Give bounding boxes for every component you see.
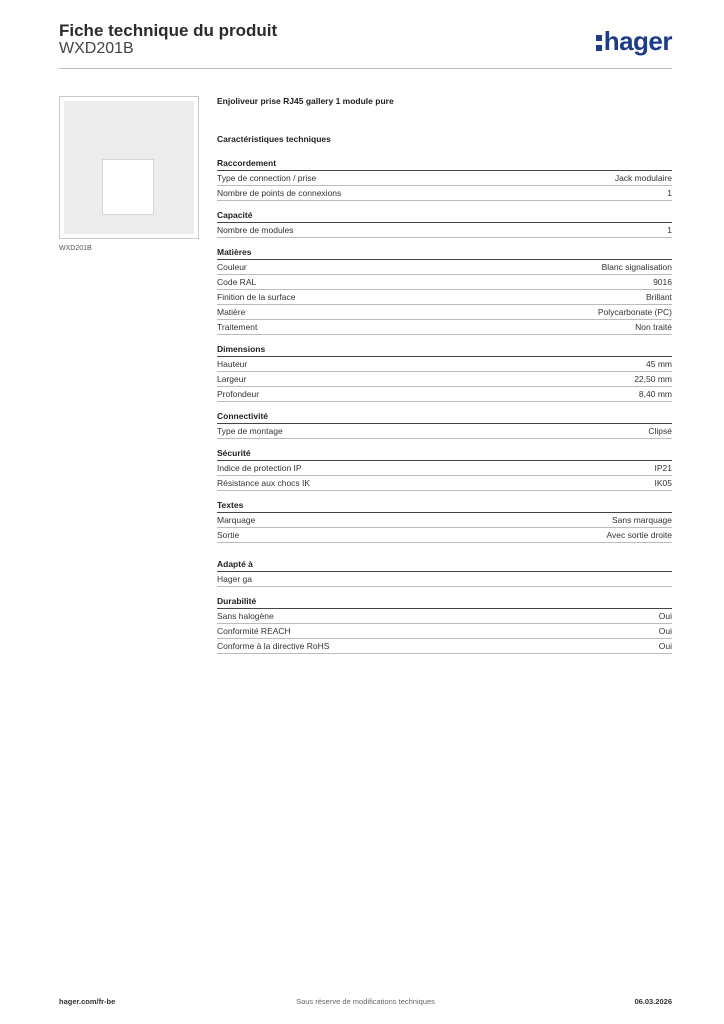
product-code: WXD201B: [59, 40, 134, 57]
group-title: Matières: [217, 247, 672, 260]
spec-group: [217, 247, 672, 335]
group-title: Connectivité: [217, 411, 672, 424]
spec-row: [217, 260, 672, 275]
spec-row: [217, 320, 672, 335]
spec-value: Sans marquage: [611, 515, 672, 525]
spec-value: IK05: [654, 478, 672, 488]
group-title: Dimensions: [217, 344, 672, 357]
spec-label: Nombre de points de connexions: [217, 188, 342, 198]
spec-label: Hauteur: [217, 359, 248, 369]
spec-row: [217, 171, 672, 186]
footer: [59, 997, 672, 1011]
group-title: Capacité: [217, 210, 672, 223]
spec-label: Type de connection / prise: [217, 173, 317, 183]
spec-label: Conformité REACH: [217, 626, 291, 636]
spec-label: Marquage: [217, 515, 256, 525]
spec-row: [217, 476, 672, 491]
spec-row: [217, 528, 672, 543]
group-title: Raccordement: [217, 158, 672, 171]
spec-label: Nombre de modules: [217, 225, 294, 235]
spec-label: Sans halogène: [217, 611, 274, 621]
spec-row: [217, 305, 672, 320]
hager-logo: [596, 26, 672, 56]
spec-group: [217, 344, 672, 402]
header-divider: [59, 68, 672, 69]
spec-value: 45 mm: [646, 359, 672, 369]
spec-row: [217, 461, 672, 476]
spec-value: 1: [667, 188, 672, 198]
spec-row: [217, 372, 672, 387]
spec-value: 1: [667, 225, 672, 235]
spec-value: Jack modulaire: [614, 173, 672, 183]
spec-label: Conforme à la directive RoHS: [217, 641, 330, 651]
spec-group: [217, 559, 672, 587]
spec-value: Oui: [658, 641, 672, 651]
spec-value: IP21: [654, 463, 672, 473]
spec-value: 8,40 mm: [638, 389, 672, 399]
spec-value: Polycarbonate (PC): [597, 307, 672, 317]
spec-value: Blanc signalisation: [601, 262, 672, 272]
spec-row: [217, 290, 672, 305]
spec-row: [217, 186, 672, 201]
spec-row: [217, 513, 672, 528]
spec-value: Brillant: [646, 292, 672, 302]
spec-row: [217, 572, 672, 587]
spec-group: [217, 158, 672, 201]
product-name: Enjoliveur prise RJ45 gallery 1 module pure: [217, 96, 394, 106]
spec-label: Hager ga: [217, 574, 252, 584]
group-title: Textes: [217, 500, 672, 513]
cover-plate: [64, 101, 194, 234]
spec-value: Non traité: [635, 322, 672, 332]
footer-date: 06.03.2026: [634, 997, 672, 1006]
spec-row: [217, 223, 672, 238]
spec-row: [217, 357, 672, 372]
spec-label: Indice de protection IP: [217, 463, 302, 473]
spec-row: [217, 275, 672, 290]
logo-text: hager: [603, 26, 672, 56]
spec-value: Avec sortie droite: [606, 530, 672, 540]
spec-label: Finition de la surface: [217, 292, 296, 302]
spec-label: Code RAL: [217, 277, 257, 287]
spec-groups: [217, 158, 672, 654]
spec-value: Oui: [658, 626, 672, 636]
spec-label: Profondeur: [217, 389, 260, 399]
spec-label: Largeur: [217, 374, 247, 384]
spec-row: [217, 639, 672, 654]
spec-label: Type de montage: [217, 426, 283, 436]
spec-row: [217, 624, 672, 639]
spec-value: Oui: [658, 611, 672, 621]
page-title: Fiche technique du produit: [59, 21, 278, 40]
spec-group: [217, 448, 672, 491]
group-title: Sécurité: [217, 448, 672, 461]
group-title: Adapté à: [217, 559, 672, 572]
spec-value: Clipsé: [648, 426, 672, 436]
rj45-opening: [102, 159, 154, 215]
spec-group: [217, 210, 672, 238]
spec-group: [217, 411, 672, 439]
spec-group: [217, 500, 672, 543]
spec-value: 9016: [653, 277, 672, 287]
spec-value: 22,50 mm: [634, 374, 672, 384]
spec-row: [217, 424, 672, 439]
spec-content: [217, 95, 672, 663]
spec-label: Résistance aux chocs IK: [217, 478, 311, 488]
spec-group: [217, 596, 672, 654]
product-image: [59, 96, 199, 239]
footer-disclaimer: Sous réserve de modifications techniques: [296, 997, 435, 1006]
logo-dots-icon: [596, 26, 602, 56]
spec-label: Matière: [217, 307, 246, 317]
spec-label: Traitement: [217, 322, 258, 332]
image-caption: WXD201B: [59, 245, 92, 252]
group-title: Durabilité: [217, 596, 672, 609]
spec-row: [217, 387, 672, 402]
footer-website[interactable]: hager.com/fr-be: [59, 997, 116, 1006]
section-title: Caractéristiques techniques: [217, 134, 331, 144]
spec-label: Couleur: [217, 262, 247, 272]
spec-row: [217, 609, 672, 624]
spec-label: Sortie: [217, 530, 240, 540]
